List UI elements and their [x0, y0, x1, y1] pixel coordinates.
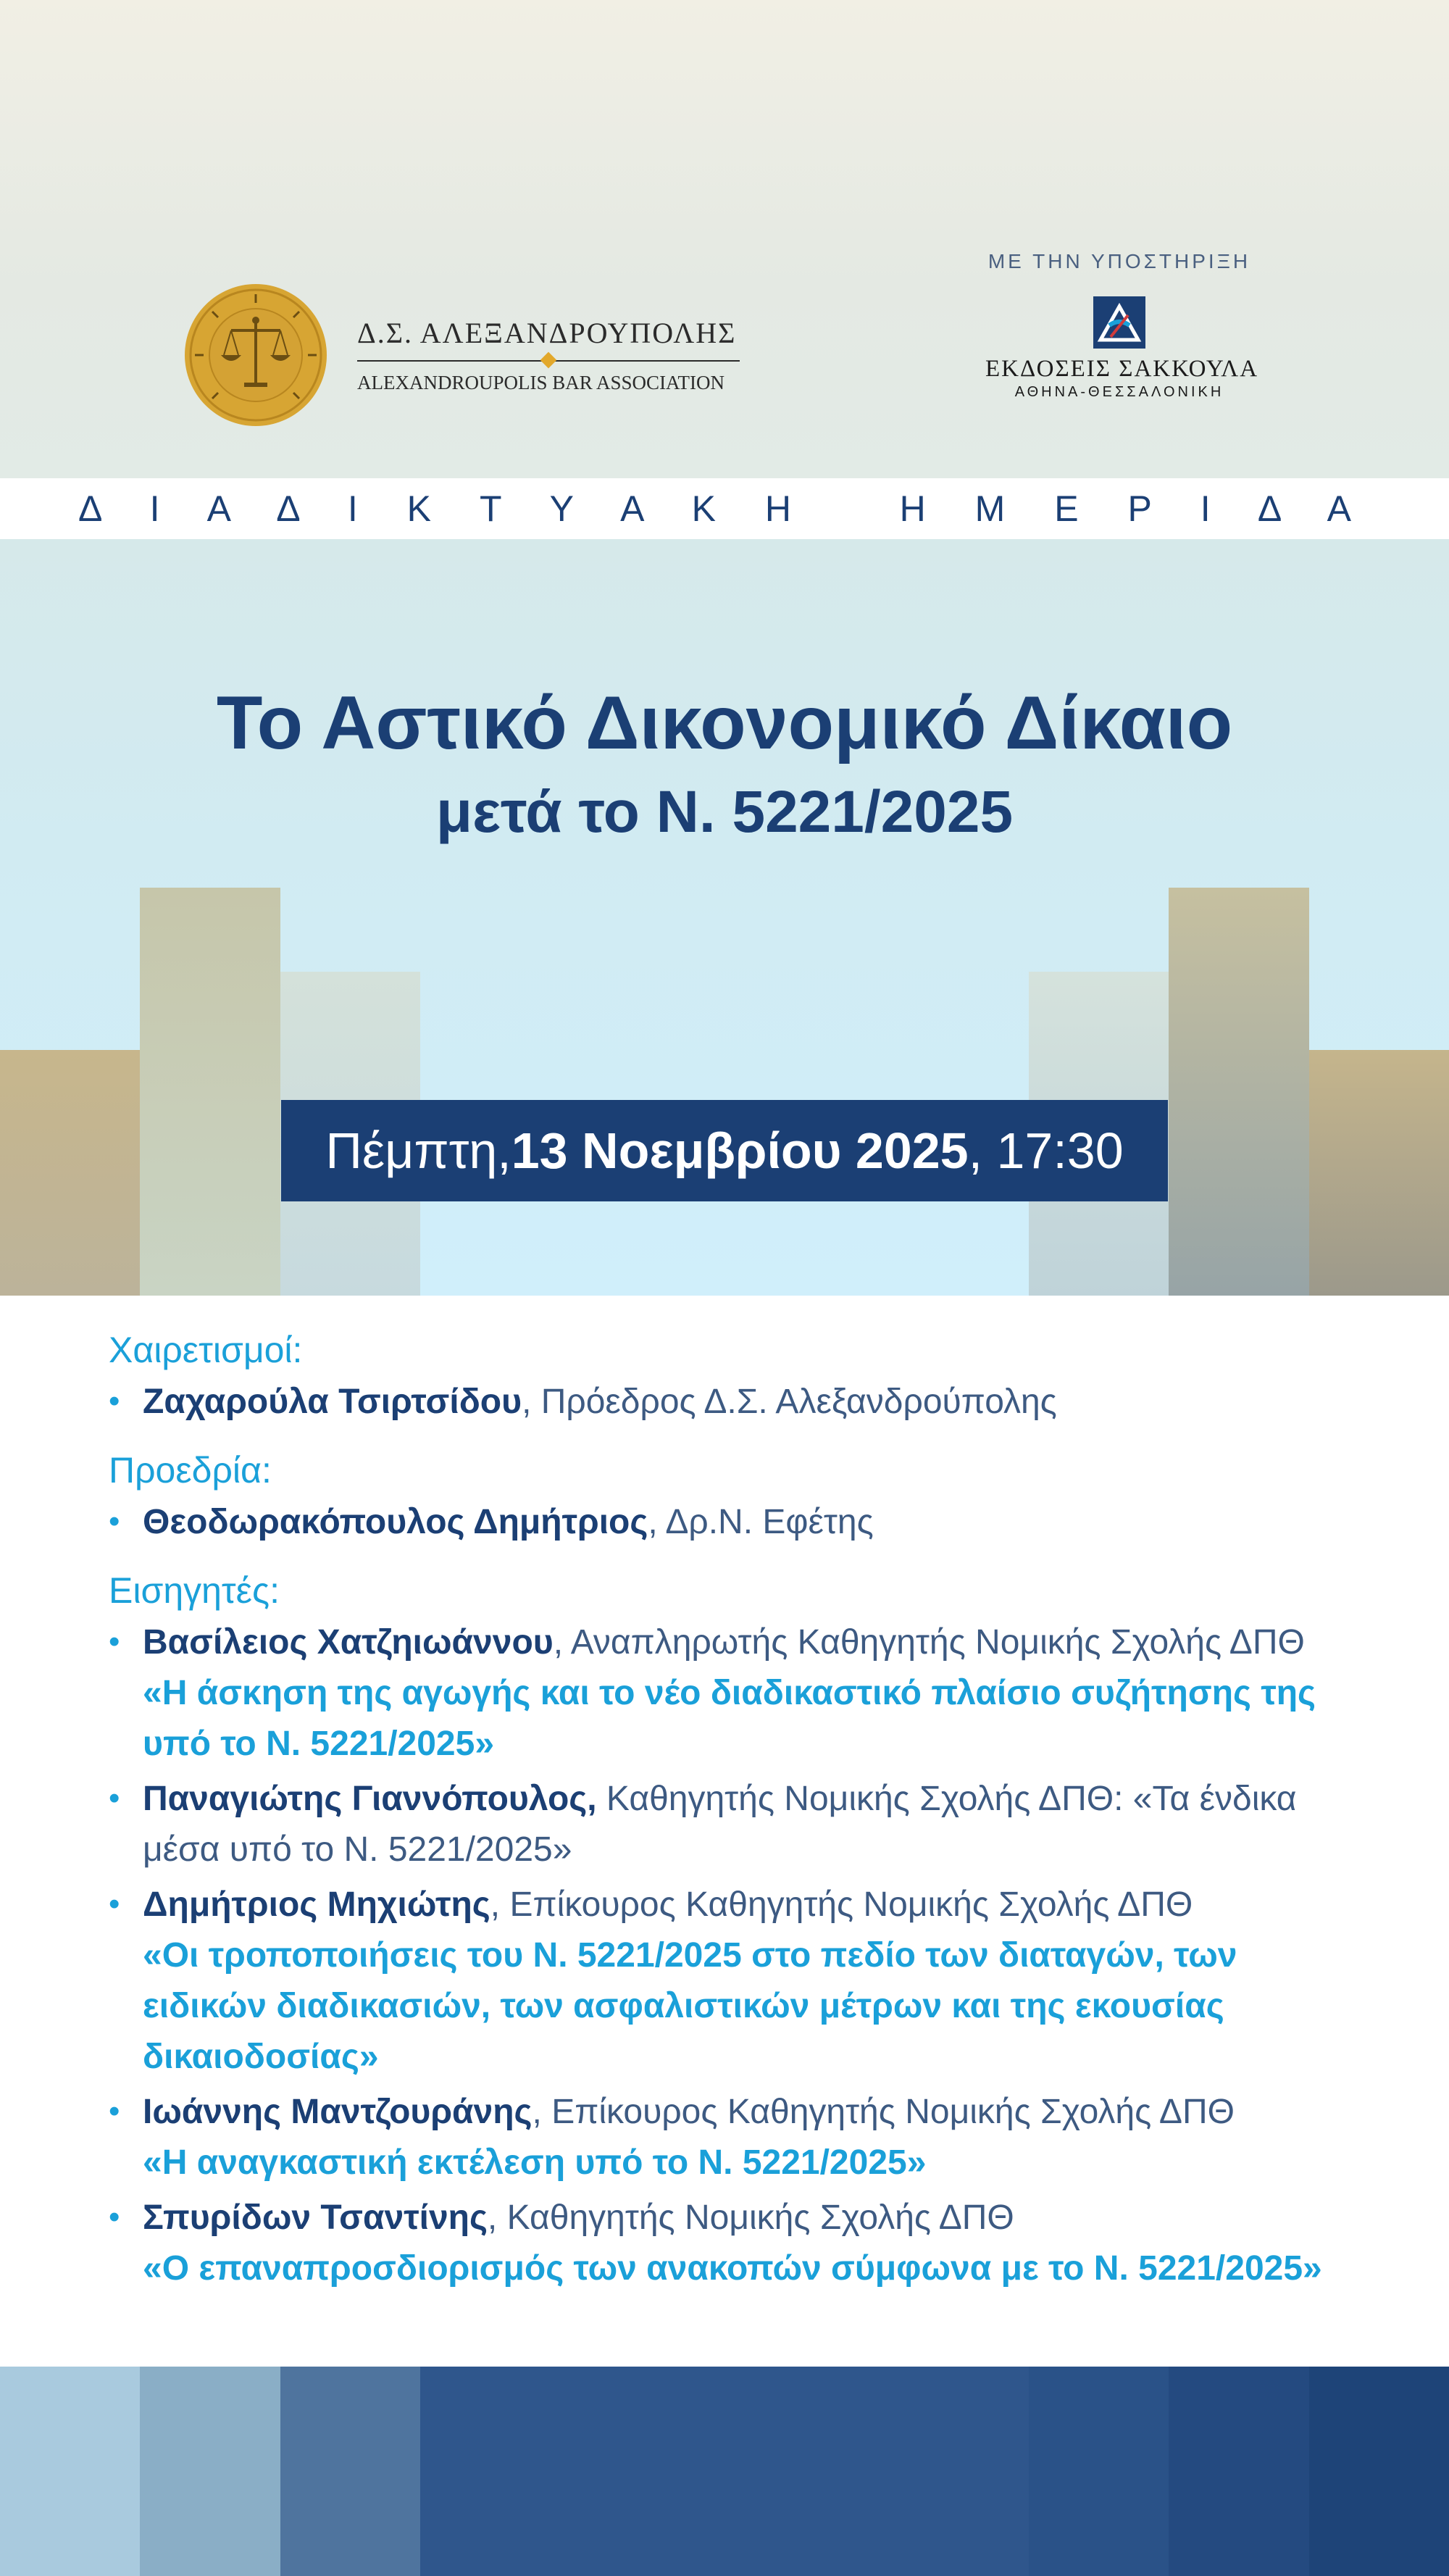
speaker-name: Θεοδωρακόπουλος Δημήτριος: [143, 1503, 648, 1541]
org-name-english: ALEXANDROUPOLIS BAR ASSOCIATION: [357, 372, 725, 393]
org-name-greek: Δ.Σ. ΑΛΕΞΑΝΔΡΟΥΠΟΛΗΣ: [357, 317, 737, 349]
event-type-band: [0, 478, 1449, 539]
speaker-role: , Καθηγητής Νομικής Σχολής ΔΠΘ: [487, 2198, 1014, 2237]
speaker-role: , Πρόεδρος Δ.Σ. Αλεξανδρούπολης: [522, 1383, 1057, 1421]
speakers-label: Εισηγητές:: [109, 1570, 280, 1611]
decor-column: [140, 888, 280, 1296]
date-time: , 17:30: [968, 1122, 1124, 1179]
talk-title: «Η άσκηση της αγωγής και το νέο διαδικαστικό πλαίσιο συζήτησης της: [143, 1674, 1316, 1712]
header: [0, 0, 1449, 478]
talk-title: «Ο επαναπροσδιορισμός των ανακοπών σύμφωνα με το Ν. 5221/2025»: [143, 2249, 1322, 2288]
list-item: [109, 1880, 1355, 2083]
publisher-cities: ΑΘΗΝΑ-ΘΕΣΣΑΛΟΝΙΚΗ: [1014, 384, 1224, 400]
speaker-role: , Δρ.Ν. Εφέτης: [648, 1503, 874, 1541]
event-date: [281, 1100, 1168, 1201]
speaker-role: , Επίκουρος Καθηγητής Νομικής Σχολής ΔΠΘ: [490, 1885, 1193, 1924]
talk-title: «Η αναγκαστική εκτέλεση υπό το Ν. 5221/2025»: [143, 2143, 927, 2182]
speaker-role: Καθηγητής Νομικής Σχολής ΔΠΘ: «Τα ένδικα: [596, 1780, 1297, 1818]
list-item: [109, 1774, 1355, 1875]
event-subtitle: μετά το Ν. 5221/2025: [435, 779, 1014, 845]
support-label: ΜΕ ΤΗΝ ΥΠΟΣΤΗΡΙΞΗ: [987, 250, 1251, 272]
decor-column: [1169, 888, 1309, 1296]
footer-decoration: [0, 2367, 1449, 2576]
speaker-role: , Αναπληρωτής Καθηγητής Νομικής Σχολής ΔΠΘ: [553, 1623, 1305, 1662]
org-divider: [357, 354, 740, 367]
talk-title: «Οι τροποποιήσεις του Ν. 5221/2025 στο πεδίο των διαταγών, των: [143, 1936, 1237, 1975]
speaker-name: Ιωάννης Μαντζουράνης: [143, 2093, 533, 2131]
footer-stripe: [1309, 2367, 1449, 2576]
hero: [0, 539, 1449, 1296]
diamond-icon: [540, 352, 557, 369]
list-item: [109, 2087, 1355, 2188]
sponsor-block: [985, 250, 1259, 401]
chair-label: Προεδρία:: [109, 1450, 272, 1491]
greetings-list: [109, 1377, 1355, 1427]
footer-stripe: [1029, 2367, 1169, 2576]
date-main: 13 Νοεμβρίου 2025: [511, 1122, 969, 1179]
bar-association-name: [357, 316, 740, 394]
footer-stripe: [140, 2367, 280, 2576]
list-item: [109, 1497, 1355, 1548]
speakers-list: [109, 1617, 1355, 2294]
footer-stripe: [280, 2367, 420, 2576]
greetings-label: Χαιρετισμοί:: [109, 1330, 303, 1370]
bar-association-logo: [183, 283, 740, 428]
speaker-role: , Επίκουρος Καθηγητής Νομικής Σχολής ΔΠΘ: [532, 2093, 1235, 2131]
footer-stripe: [420, 2367, 1029, 2576]
event-type-label: Δ Ι Α Δ Ι Κ Τ Υ Α Κ Η Η Μ Ε Ρ Ι Δ Α: [78, 488, 1371, 529]
program: [109, 1327, 1355, 2298]
list-item: [109, 1617, 1355, 1770]
list-item: [109, 2193, 1355, 2294]
date-day: Πέμπτη,: [325, 1122, 511, 1179]
speaker-name: Παναγιώτης Γιαννόπουλος,: [143, 1780, 597, 1818]
decor-column: [1309, 1050, 1449, 1296]
list-item: [109, 1377, 1355, 1427]
event-title: Το Αστικό Δικονομικό Δίκαιο: [216, 681, 1233, 765]
speaker-name: Ζαχαρούλα Τσιρτσίδου: [143, 1383, 522, 1421]
decor-column: [0, 1050, 140, 1296]
speaker-name: Δημήτριος Μηχιώτης: [143, 1885, 490, 1924]
speaker-name: Βασίλειος Χατζηιωάννου: [143, 1623, 554, 1662]
footer-stripe: [1169, 2367, 1309, 2576]
sakkoulas-publisher-logo-icon: [1093, 296, 1145, 349]
talk-title: ειδικών διαδικασιών, των ασφαλιστικών μέτρων και της εκουσίας: [143, 1987, 1224, 2025]
chair-list: [109, 1497, 1355, 1548]
speaker-name: Σπυρίδων Τσαντίνης: [143, 2198, 488, 2237]
bar-association-seal-icon: [183, 283, 328, 428]
talk-title: υπό το Ν. 5221/2025»: [143, 1725, 495, 1763]
footer-stripe: [0, 2367, 140, 2576]
talk-title: δικαιοδοσίας»: [143, 2038, 379, 2076]
speaker-role: μέσα υπό το Ν. 5221/2025»: [143, 1830, 572, 1869]
publisher-name: ΕΚΔΟΣΕΙΣ ΣΑΚΚΟΥΛΑ: [985, 356, 1259, 382]
